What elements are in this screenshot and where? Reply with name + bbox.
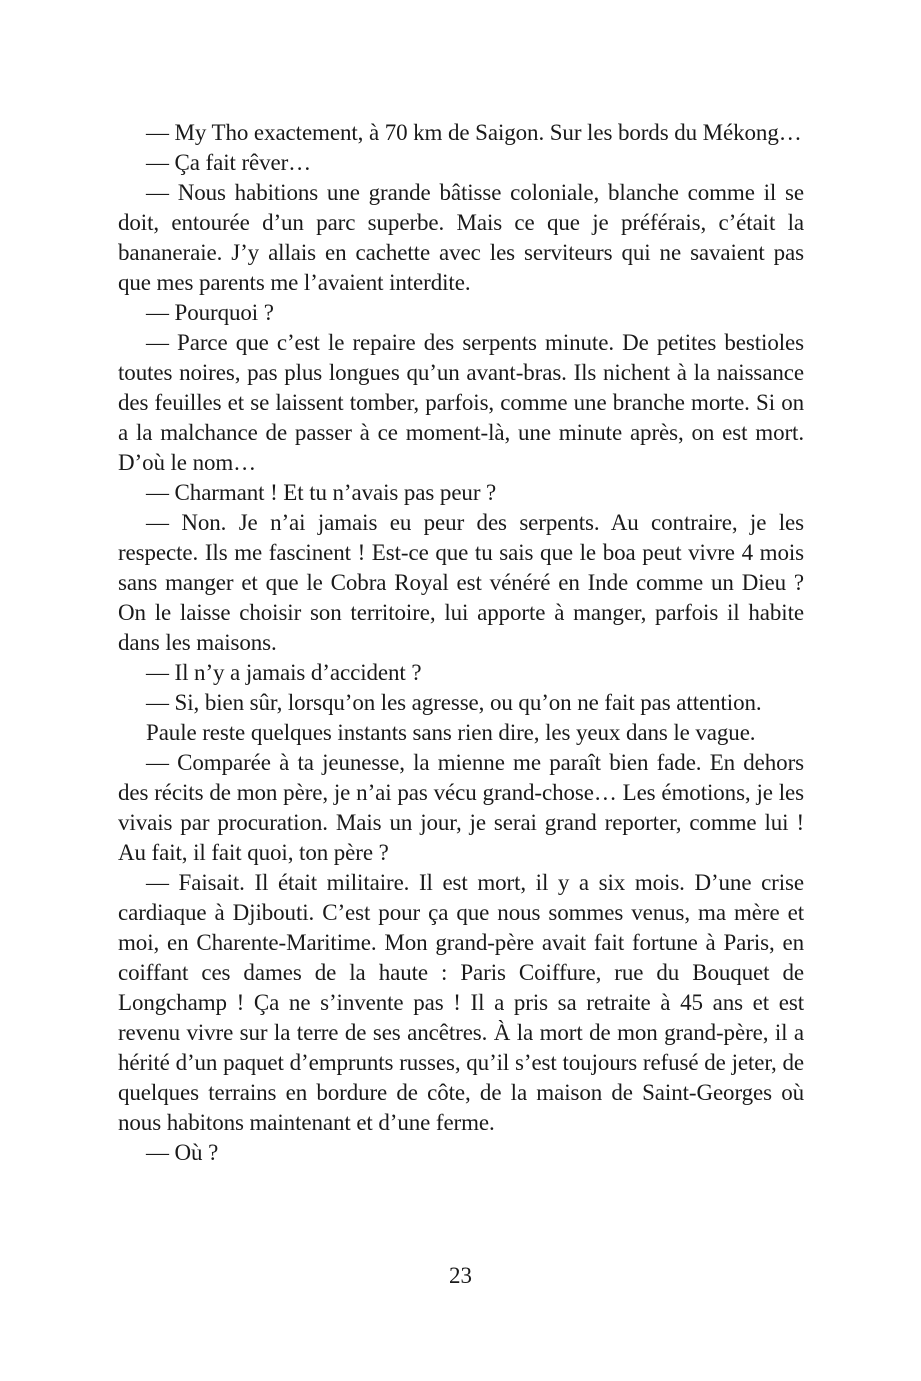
page-number: 23 bbox=[449, 1263, 472, 1288]
paragraph: — Pourquoi ? bbox=[146, 300, 274, 325]
paragraph: — Où ? bbox=[146, 1140, 219, 1165]
paragraph: — Charmant ! Et tu n’avais pas peur ? bbox=[146, 480, 497, 505]
paragraph: — Ça fait rêver… bbox=[146, 150, 312, 175]
paragraph: — Parce que c’est le repaire des serpents minute. De petites bestioles toutes noires, pas plus longues qu’un avant-bras. Ils nichent à la naissance des feuilles et se laissent tomber, parfois, comme une branche morte. Si on a la malchance de passer à ce moment-là, une minute après, on est mort. D’où le nom… bbox=[118, 330, 804, 475]
paragraph: — Non. Je n’ai jamais eu peur des serpents. Au contraire, je les respecte. Ils me fascinent ! Est-ce que tu sais que le boa peut vivre 4 mois sans manger et que le Cobra Royal est vénéré en Inde comme un Dieu ? On le laisse choisir son territoire, lui apporte à manger, parfois il habite dans les maisons. bbox=[118, 510, 804, 655]
paragraph: — Faisait. Il était militaire. Il est mort, il y a six mois. D’une crise cardiaque à Djibouti. C’est pour ça que nous sommes venus, ma mère et moi, en Charente-Maritime. Mon grand-père avait fait fortune à Paris, en coiffant ces dames de la haute : Paris Coiffure, rue du Bouquet de Longchamp ! Ça ne s’invente pas ! Il a pris sa retraite à 45 ans et est revenu vivre sur la terre de ses ancêtres. À la mort de mon grand-père, il a hérité d’un paquet d’emprunts russes, qu’il s’est toujours refusé de jeter, de quelques terrains en bordure de côte, de la maison de Saint-Georges où nous habitons maintenant et d’une ferme. bbox=[118, 870, 804, 1135]
paragraph: Paule reste quelques instants sans rien dire, les yeux dans le vague. bbox=[146, 720, 756, 745]
paragraph: — Nous habitions une grande bâtisse coloniale, blanche comme il se doit, entourée d’un parc superbe. Mais ce que je préférais, c’était la bananeraie. J’y allais en cachette avec les serviteurs qui ne savaient pas que mes parents me l’avaient interdite. bbox=[118, 180, 804, 295]
paragraph: — Comparée à ta jeunesse, la mienne me paraît bien fade. En dehors des récits de mon père, je n’ai pas vécu grand-chose… Les émotions, je les vivais par procuration. Mais un jour, je serai grand reporter, comme lui ! Au fait, il fait quoi, ton père ? bbox=[118, 750, 804, 865]
paragraph: — Il n’y a jamais d’accident ? bbox=[146, 660, 422, 685]
paragraph: — Si, bien sûr, lorsqu’on les agresse, ou qu’on ne fait pas attention. bbox=[146, 690, 762, 715]
paragraph: — My Tho exactement, à 70 km de Saigon. Sur les bords du Mékong… bbox=[146, 120, 802, 145]
page-body bbox=[118, 118, 804, 1168]
